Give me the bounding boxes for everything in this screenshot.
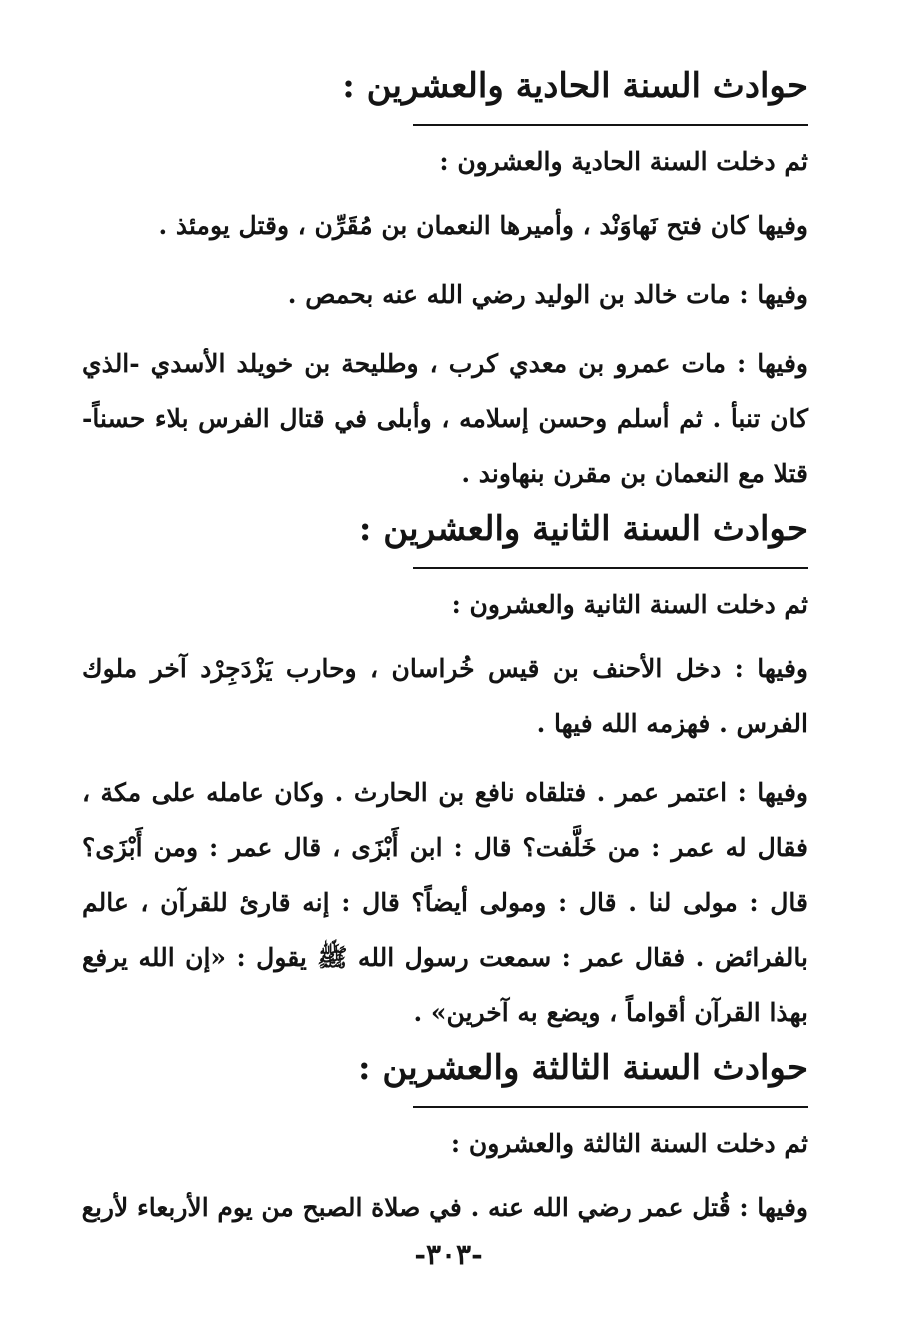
section-intro: ثم دخلت السنة الثالثة والعشرون : (450, 1129, 808, 1158)
book-page (82, 60, 808, 1235)
paragraph: وفيها : مات خالد بن الوليد رضي الله عنه بحمص . (287, 280, 808, 309)
section-year-22 (82, 503, 808, 1040)
section-year-21 (82, 60, 808, 501)
section-year-23 (82, 1042, 808, 1235)
paragraph: وفيها : دخل الأحنف بن قيس خُراسان ، وحارب يَزْدَجِرْد آخر ملوك الفرس . فهزمه الله فيها . (82, 654, 809, 738)
paragraph: وفيها : مات عمرو بن معدي كرب ، وطليحة بن خويلد الأسدي -الذي كان تنبأ . ثم أسلم وحسن إسلامه ، وأبلى في قتال الفرس بلاء حسناً- قتلا مع النعمان بن مقرن بنهاوند . (82, 349, 808, 488)
heading-underline (413, 567, 808, 569)
heading-underline (413, 1106, 808, 1108)
page-number: -٣٠٣- (414, 1238, 483, 1271)
paragraph: وفيها : قُتل عمر رضي الله عنه . في صلاة الصبح من يوم الأربعاء لأربع (81, 1193, 808, 1222)
section-intro: ثم دخلت السنة الثانية والعشرون : (451, 590, 808, 619)
section-heading: حوادث السنة الثالثة والعشرين : (357, 1048, 808, 1088)
section-heading: حوادث السنة الثانية والعشرين : (358, 509, 808, 549)
section-heading: حوادث السنة الحادية والعشرين : (342, 66, 808, 106)
paragraph: وفيها كان فتح نَهاوَنْد ، وأميرها النعمان بن مُقَرِّن ، وقتل يومئذ . (158, 211, 808, 240)
heading-underline (413, 124, 808, 126)
paragraph: وفيها : اعتمر عمر . فتلقاه نافع بن الحارث . وكان عامله على مكة ، فقال له عمر : من خَلَّفت؟ قال : ابن أَبْزَى ، قال عمر : ومن أَبْزَى؟ قال : مولى لنا . قال : ومولى أيضاً؟ قال : إنه قارئ للقرآن ، عالم بالفرائض . فقال عمر : سمعت رسول الله ﷺ يقول : «إن الله يرفع بهذا القرآن أقواماً ، ويضع به آخرين» . (82, 778, 808, 1027)
section-intro: ثم دخلت السنة الحادية والعشرون : (439, 147, 808, 176)
